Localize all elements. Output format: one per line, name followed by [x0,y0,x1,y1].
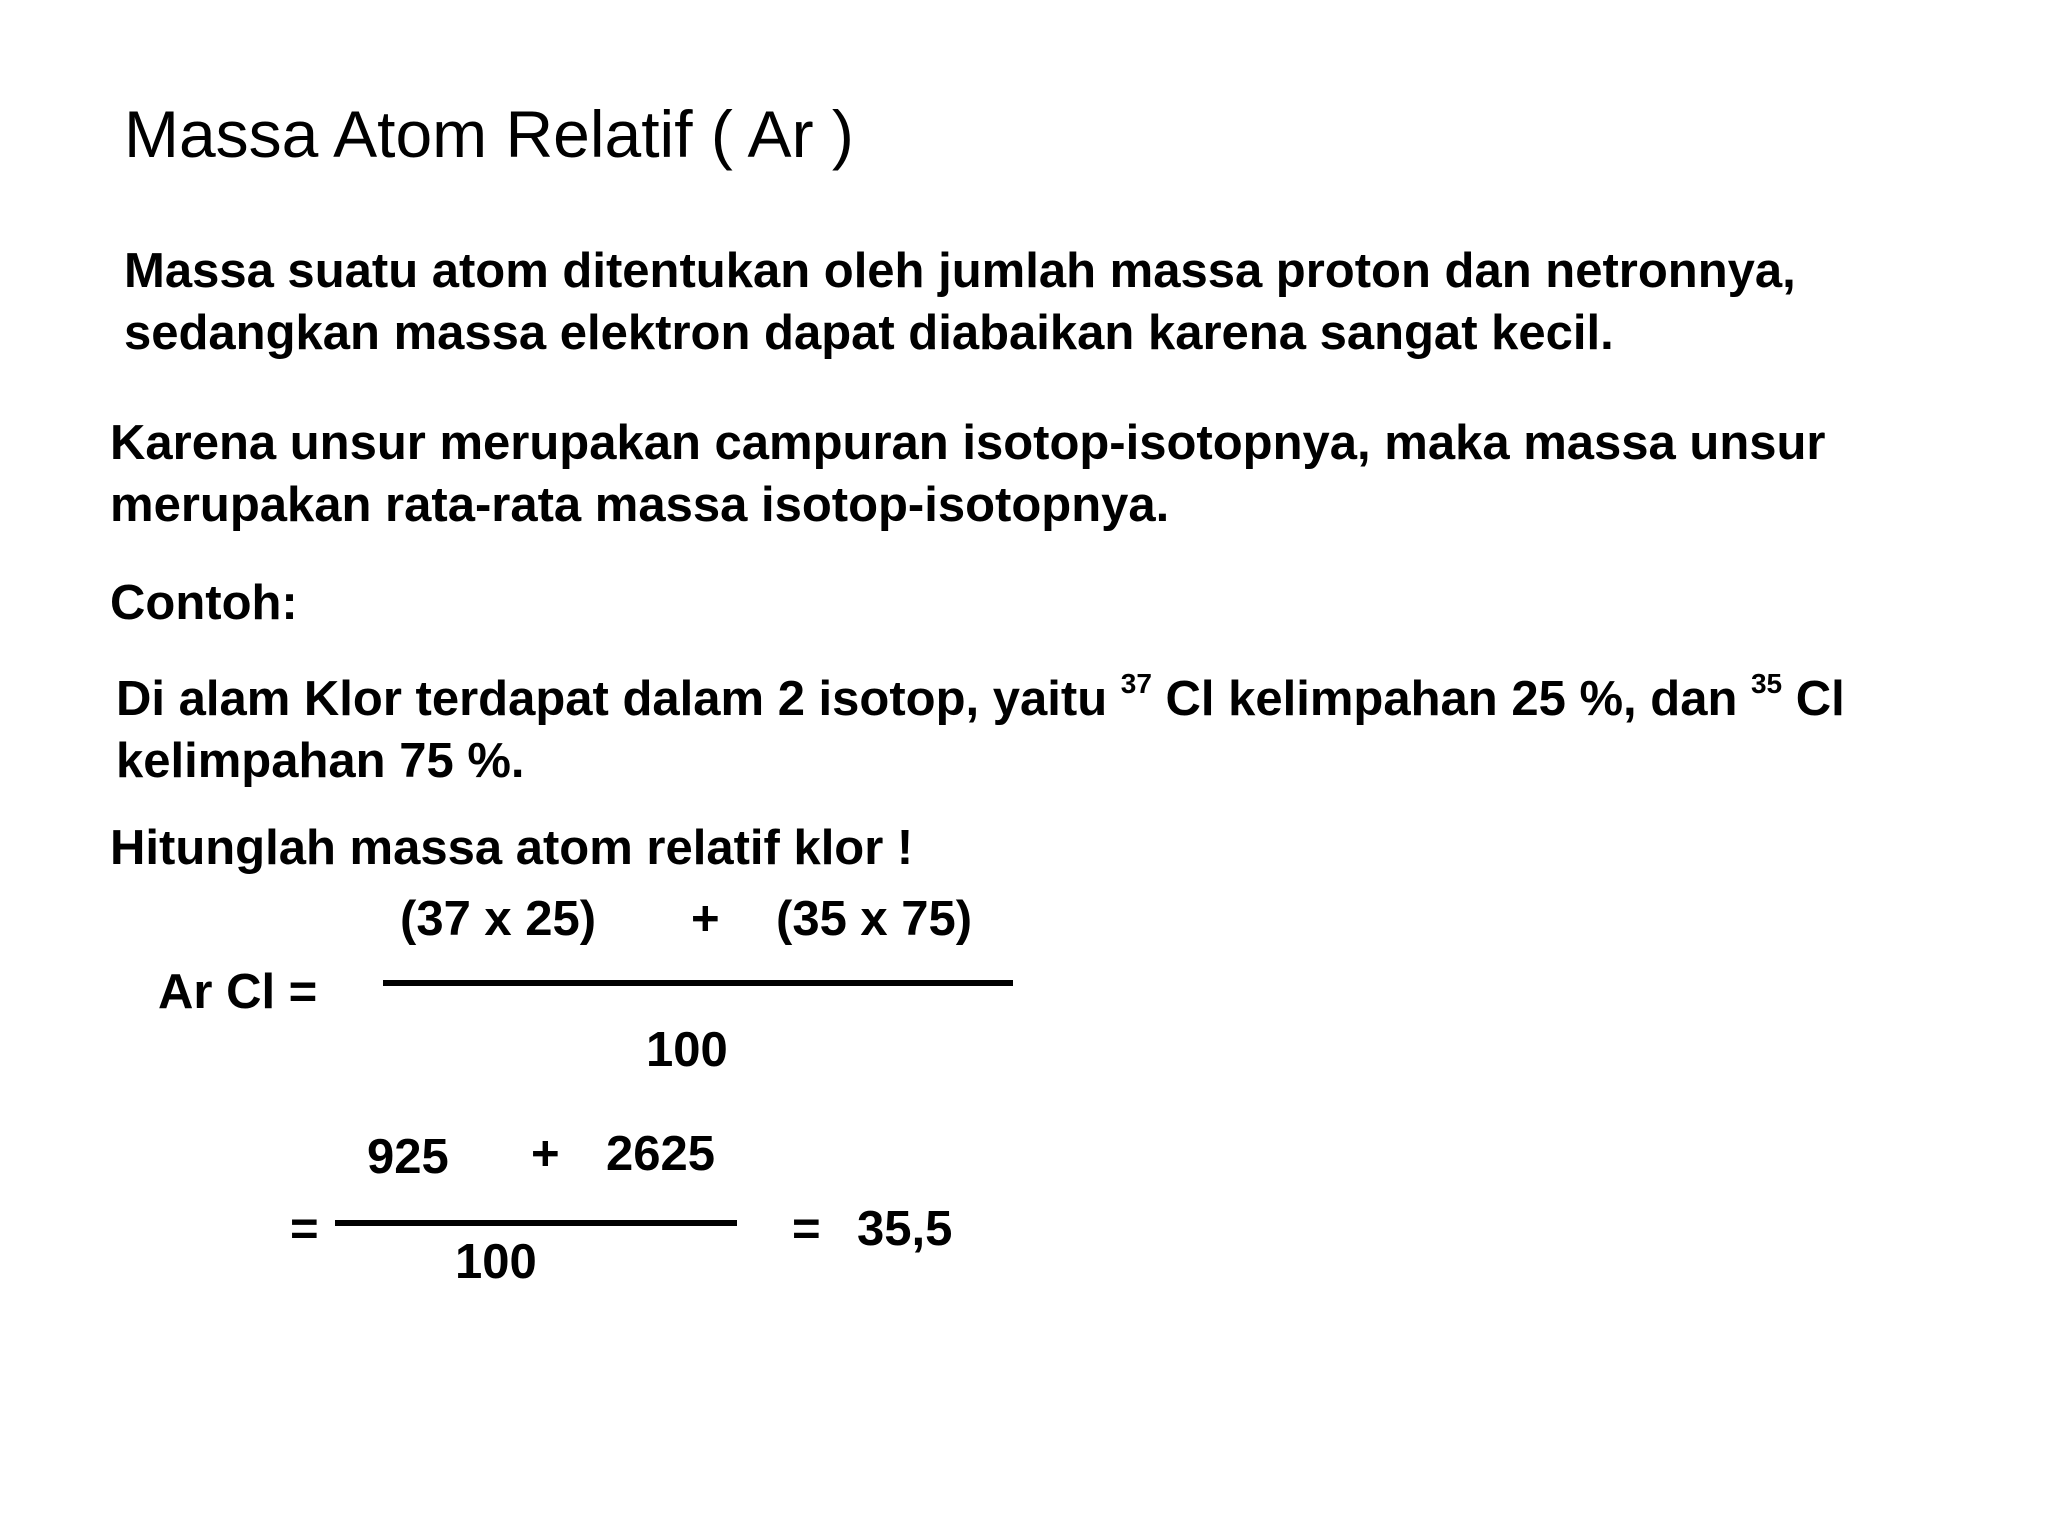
paragraph-isotope-average [110,412,1826,536]
equation2-fraction-bar [335,1220,737,1226]
equation2-result: 35,5 [857,1202,953,1256]
equation1-numerator-term1: (37 x 25) [400,892,597,946]
paragraph-line: Massa suatu atom ditentukan oleh jumlah massa proton dan netronnya, [124,244,1796,298]
isotope-mass-superscript: 37 [1120,668,1152,699]
example-line: kelimpahan 75 %. [116,734,525,788]
paragraph-line: merupakan rata-rata massa isotop-isotopnya. [110,478,1170,532]
example-label: Contoh: [110,576,298,630]
equation1-denominator: 100 [646,1023,728,1077]
equation1-plus: + [691,892,720,946]
example-line [116,668,1845,730]
equation2-numerator-term1: 925 [367,1130,449,1184]
equation1-numerator-term2: (35 x 75) [776,892,973,946]
isotope-mass-superscript: 35 [1750,668,1783,699]
equation1-fraction-bar [383,980,1013,986]
example-text: Cl [1782,672,1845,726]
question-text: Hitunglah massa atom relatif klor ! [110,821,914,875]
equation2-numerator-term2: 2625 [606,1127,716,1181]
page-title: Massa Atom Relatif ( Ar ) [124,97,854,171]
example-text: Di alam Klor terdapat dalam 2 isotop, yaitu [116,672,1121,726]
paragraph-line: Karena unsur merupakan campuran isotop-isotopnya, maka massa unsur [110,416,1826,470]
equation2-result-equals: = [792,1202,821,1256]
equation2-plus: + [531,1127,560,1181]
example-statement [116,668,1845,792]
paragraph-line: sedangkan massa elektron dapat diabaikan karena sangat kecil. [124,306,1614,360]
example-text: Cl kelimpahan 25 %, dan [1151,672,1751,726]
paragraph-mass-definition [124,240,1796,364]
equation2-equals: = [290,1202,319,1256]
equation1-lhs: Ar Cl = [158,965,318,1019]
equation2-denominator: 100 [455,1235,537,1289]
